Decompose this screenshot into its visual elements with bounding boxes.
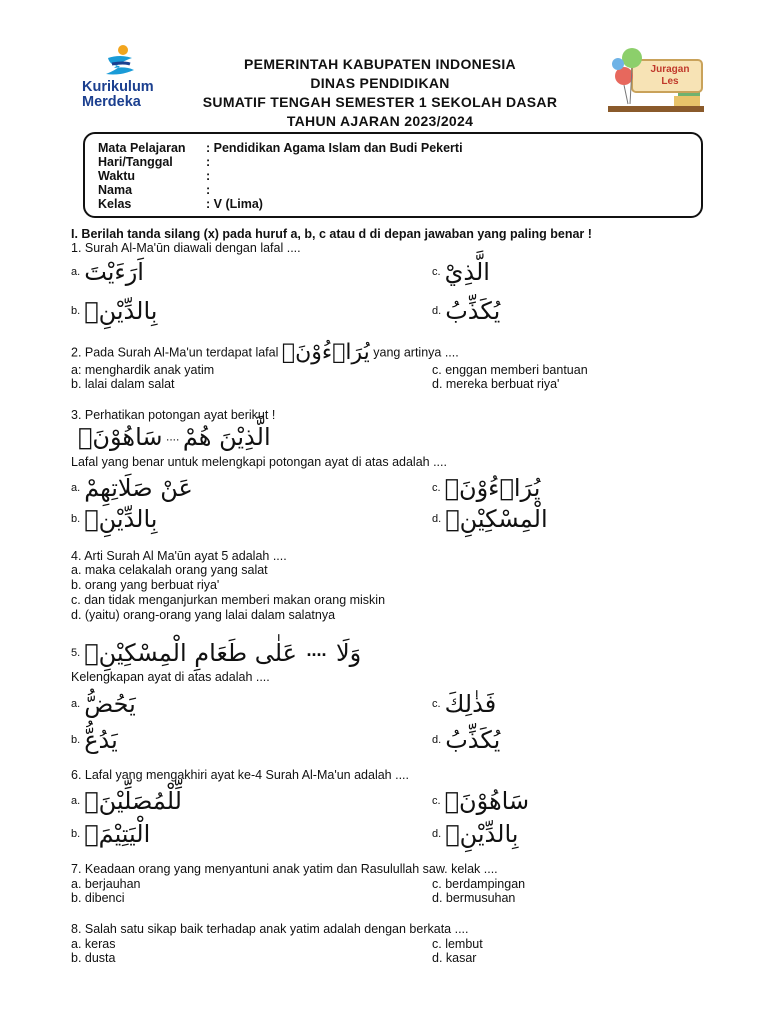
verse-dots: .... <box>306 640 327 661</box>
brand-line-2: Merdeka <box>82 94 141 110</box>
q1-option-b[interactable] <box>71 298 157 324</box>
juragan-line-2: Les <box>661 76 679 87</box>
question-7-text: 7. Keadaan orang yang menyantuni anak yatim dan Rasulullah saw. kelak .... <box>71 862 498 876</box>
q8-option-c[interactable]: c. lembut <box>432 937 483 951</box>
q7-option-c[interactable]: c. berdampingan <box>432 877 526 891</box>
q2-option-a[interactable]: a: menghardik anak yatim <box>71 363 215 377</box>
arabic-text: الَّذِيْ <box>444 258 490 286</box>
q1-option-a[interactable] <box>71 259 144 285</box>
arabic-text: يَدُعُّ <box>84 726 118 754</box>
q6-option-d[interactable] <box>432 821 518 847</box>
option-letter: d. <box>432 828 442 840</box>
q6-option-b[interactable] <box>71 821 150 847</box>
question-6-text: 6. Lafal yang mengakhiri ayat ke-4 Surah Al-Ma'un adalah .... <box>71 768 410 782</box>
info-value: : <box>206 183 211 197</box>
arabic-text: لِّلْمُصَلِّيْنَۙ <box>84 787 182 815</box>
instruction-text: I. Berilah tanda silang (x) pada huruf a, b, c atau d di depan jawaban yang paling benar ! <box>71 227 592 241</box>
arabic-text: سَاهُوْنَۙ <box>78 423 163 451</box>
option-letter: a. <box>71 482 81 494</box>
brand-text <box>82 80 154 110</box>
kurikulum-merdeka-figure-icon <box>90 44 150 80</box>
q6-option-a[interactable] <box>71 788 182 814</box>
arabic-text: بِالدِّيْنِۗ <box>445 820 519 848</box>
q5-option-b[interactable] <box>71 727 118 753</box>
option-letter: b. <box>71 305 81 317</box>
header-line-3: SUMATIF TENGAH SEMESTER 1 SEKOLAH DASAR <box>202 94 558 110</box>
info-value: : <box>206 155 211 169</box>
q5-option-a[interactable] <box>71 691 136 717</box>
q3-option-b[interactable] <box>71 506 157 532</box>
info-kelas <box>98 197 263 211</box>
q2-option-b[interactable]: b. lalai dalam salat <box>71 377 175 391</box>
option-letter: a. <box>71 266 81 278</box>
question-8-text: 8. Salah satu sikap baik terhadap anak yatim adalah dengan berkata .... <box>71 922 469 936</box>
arabic-text: يُكَذِّبُ <box>445 726 501 754</box>
info-label: Hari/Tanggal <box>98 155 173 169</box>
option-letter: b. <box>71 513 81 525</box>
option-letter: b. <box>71 828 81 840</box>
option-letter: c. <box>432 698 441 710</box>
option-letter: d. <box>432 734 442 746</box>
option-letter: b. <box>71 734 81 746</box>
option-letter: d. <box>432 305 442 317</box>
header-line-1: PEMERINTAH KABUPATEN INDONESIA <box>244 56 516 72</box>
header-line-4: TAHUN AJARAN 2023/2024 <box>286 113 474 129</box>
info-hari-tanggal <box>98 155 210 169</box>
q3-option-a[interactable] <box>71 475 193 501</box>
juragan-les-logo <box>604 46 708 114</box>
q8-option-a[interactable]: a. keras <box>71 937 116 951</box>
juragan-les-text <box>640 64 700 88</box>
q5-option-c[interactable] <box>432 691 496 717</box>
q5-option-d[interactable] <box>432 727 500 753</box>
option-letter: c. <box>432 482 441 494</box>
q8-option-b[interactable]: b. dusta <box>71 951 116 965</box>
arabic-text: اَرَءَيْتَ <box>84 258 144 286</box>
q2-pre: 2. Pada Surah Al-Ma'un terdapat lafal <box>71 345 279 360</box>
student-info-box <box>83 132 703 218</box>
arabic-text: فَذٰلِكَ <box>444 690 497 718</box>
q4-option-c[interactable]: c. dan tidak menganjurkan memberi makan orang miskin <box>71 593 386 607</box>
q3-option-d[interactable] <box>432 506 548 532</box>
q4-option-a[interactable]: a. maka celakalah orang yang salat <box>71 563 268 577</box>
brand-line-1: Kurikulum <box>82 79 154 95</box>
q7-option-a[interactable]: a. berjauhan <box>71 877 141 891</box>
question-3-subtext: Lafal yang benar untuk melengkapi potongan ayat di atas adalah .... <box>71 455 447 469</box>
kurikulum-merdeka-logo <box>82 44 162 114</box>
q3-verse <box>78 424 271 454</box>
info-value: : V (Lima) <box>206 197 263 211</box>
info-value: : Pendidikan Agama Islam dan Budi Pekerti <box>206 141 463 155</box>
arabic-text: الَّذِيْنَ هُمْ <box>182 423 271 451</box>
option-letter: a. <box>71 698 81 710</box>
info-value: : <box>206 169 211 183</box>
q8-option-d[interactable]: d. kasar <box>432 951 477 965</box>
arabic-text: يُرَاۤءُوْنَۙ <box>444 474 541 502</box>
q5-verse <box>71 640 361 674</box>
arabic-text: سَاهُوْنَۙ <box>444 787 530 815</box>
arabic-text: يَحُضُّ <box>84 690 136 718</box>
question-5-subtext: Kelengkapan ayat di atas adalah .... <box>71 670 270 684</box>
header-line-2: DINAS PENDIDIKAN <box>310 75 450 91</box>
info-label: Nama <box>98 183 133 197</box>
q6-option-c[interactable] <box>432 788 529 814</box>
q3-option-c[interactable] <box>432 475 540 501</box>
q4-option-b[interactable]: b. orang yang berbuat riya' <box>71 578 220 592</box>
option-letter: c. <box>432 266 441 278</box>
info-label: Waktu <box>98 169 136 183</box>
arabic-text: يُرَاۤءُوْنَۙ <box>281 340 370 365</box>
option-letter: c. <box>432 795 441 807</box>
question-1-text: 1. Surah Al-Ma'ūn diawali dengan lafal .... <box>71 241 301 255</box>
arabic-text: يُكَذِّبُ <box>445 297 501 325</box>
q2-option-c[interactable]: c. enggan memberi bantuan <box>432 363 588 377</box>
q2-option-d[interactable]: d. mereka berbuat riya' <box>432 377 560 391</box>
q7-option-b[interactable]: b. dibenci <box>71 891 125 905</box>
q4-option-d[interactable]: d. (yaitu) orang-orang yang lalai dalam salatnya <box>71 608 336 622</box>
arabic-text: عَلٰى طَعَامِ الْمِسْكِيْنِۗ <box>84 639 297 667</box>
arabic-text: الْيَتِيْمَۙ <box>84 820 151 848</box>
arabic-text: وَلَا <box>335 639 362 667</box>
option-letter: d. <box>432 513 442 525</box>
arabic-text: الْمِسْكِيْنِۗ <box>445 505 548 533</box>
question-4-text: 4. Arti Surah Al Ma'ūn ayat 5 adalah .... <box>71 549 287 563</box>
question-3-text: 3. Perhatikan potongan ayat berikut ! <box>71 408 276 422</box>
info-nama <box>98 183 210 197</box>
arabic-text: بِالدِّيْنِۗ <box>84 505 158 533</box>
option-letter: a. <box>71 795 81 807</box>
info-mata-pelajaran <box>98 141 463 155</box>
q2-post: yang artinya .... <box>373 345 459 360</box>
verse-dots: .... <box>166 429 180 444</box>
arabic-text: بِالدِّيْنِۗ <box>84 297 158 325</box>
info-waktu <box>98 169 210 183</box>
arabic-text: عَنْ صَلَاتِهِمْ <box>84 474 193 502</box>
info-label: Kelas <box>98 197 132 211</box>
q1-option-d[interactable] <box>432 298 500 324</box>
juragan-line-1: Juragan <box>650 64 690 75</box>
q7-option-d[interactable]: d. bermusuhan <box>432 891 516 905</box>
question-number: 5. <box>71 647 81 659</box>
q1-option-c[interactable] <box>432 259 490 285</box>
info-label: Mata Pelajaran <box>98 141 186 155</box>
